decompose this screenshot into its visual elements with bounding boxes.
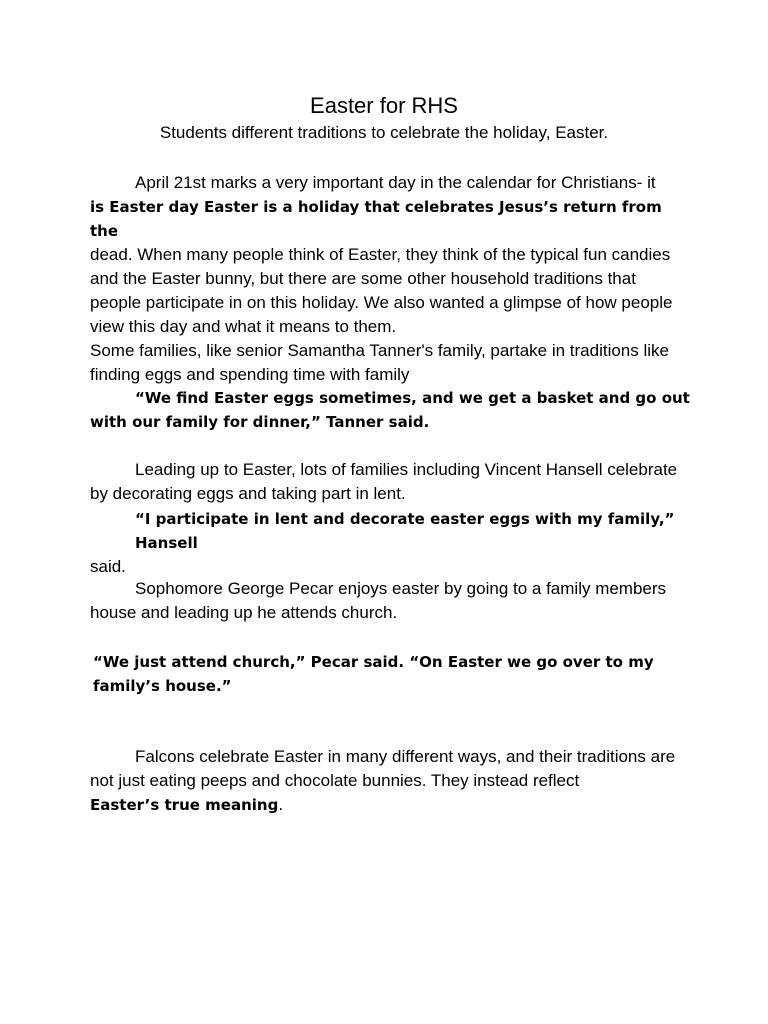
paragraph-hansell [90, 458, 690, 506]
paragraph-conclusion-final [90, 793, 690, 817]
paragraph-hansell-text: Leading up to Easter, lots of families including Vincent Hansell celebrate by decorating eggs and taking part in lent. [90, 460, 678, 503]
paragraph-pecar [90, 577, 690, 625]
quote-hansell-end: said. [90, 557, 126, 576]
paragraph-conclusion-text: Falcons celebrate Easter in many different ways, and their traditions are not just eating peeps and chocolate bunnies. They instead reflect [90, 747, 676, 790]
article-title: Easter for RHS [310, 93, 458, 118]
quote-pecar: “We just attend church,” Pecar said. “On Easter we go over to my family’s house.” [93, 653, 654, 695]
paragraph-conclusion-bold: Easter’s true meaning [90, 796, 279, 814]
paragraph-intro-bold: is Easter day Easter is a holiday that celebrates Jesus’s return from the [90, 198, 662, 240]
paragraph-intro-line1: April 21st marks a very important day in the calendar for Christians- it [135, 173, 656, 192]
article-subtitle: Students different traditions to celebrate the holiday, Easter. [159, 123, 609, 142]
paragraph-intro [90, 171, 690, 339]
paragraph-conclusion [90, 745, 690, 817]
paragraph-tanner: Some families, like senior Samantha Tanner's family, partake in traditions like finding eggs and spending time with family [90, 341, 669, 384]
quote-tanner-text: “We find Easter eggs sometimes, and we get a basket and go out with our family for dinner,” Tanner said. [90, 389, 690, 431]
quote-tanner [90, 386, 690, 434]
paragraph-intro-rest: dead. When many people think of Easter, they think of the typical fun candies and the Easter bunny, but there are some other household traditions that people participate in on this holiday. We also wanted a glimpse of how people view this day and what it means to them. [90, 245, 673, 336]
paragraph-conclusion-period: . [278, 795, 284, 814]
quote-hansell [90, 507, 690, 579]
quote-hansell-text: “I participate in lent and decorate easter eggs with my family,” Hansell [135, 510, 675, 552]
paragraph-pecar-text: Sophomore George Pecar enjoys easter by going to a family members house and leading up he attends church. [90, 579, 667, 622]
